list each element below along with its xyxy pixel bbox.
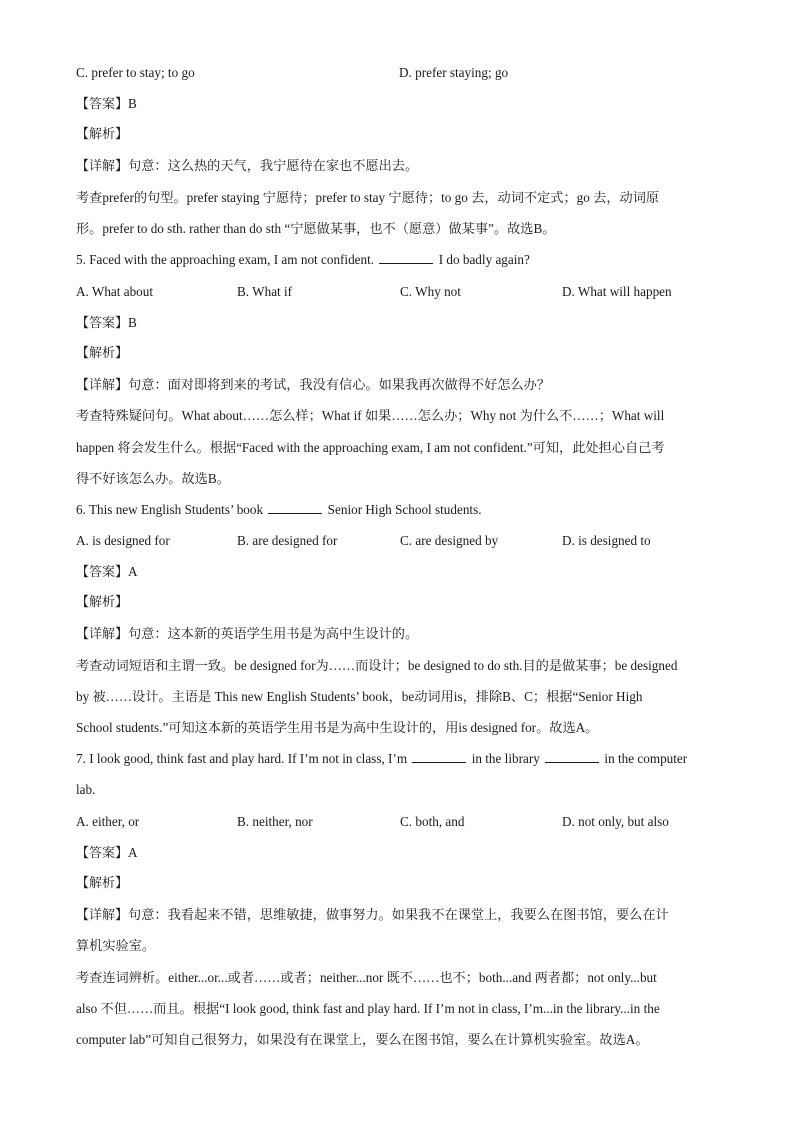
q6-detail-line-4: School students.”可知这本新的英语学生用书是为高中生设计的，用is designed for。故选A。 xyxy=(76,720,599,735)
detail-text: 句意：我看起来不错，思维敏捷，做事努力。如果我不在课堂上，我要么在图书馆，要么在计 xyxy=(128,907,669,922)
q7-stem xyxy=(76,749,687,769)
q7-stem-part-3: in the computer xyxy=(601,751,688,766)
detail-tag: 【详解】 xyxy=(76,159,129,174)
q7-option-b: B. neither, nor xyxy=(237,814,313,829)
q6-option-c: C. are designed by xyxy=(400,533,499,548)
answer-tag: 【答案】 xyxy=(76,846,129,861)
q4-detail-line-1 xyxy=(76,156,418,177)
detail-text: 句意：这本新的英语学生用书是为高中生设计的。 xyxy=(128,626,419,641)
q4-detail-line-2: 考查prefer的句型。prefer staying 宁愿待；prefer to stay 宁愿待；to go 去，动词不定式；go 去，动词原 xyxy=(76,190,660,205)
q5-option-b: B. What if xyxy=(237,284,293,299)
q6-detail-line-2: 考查动词短语和主谓一致。be designed for为……而设计；be designed to do sth.目的是做某事；be designed xyxy=(76,658,678,673)
q7-option-c: C. both, and xyxy=(400,814,465,829)
answer-value: A xyxy=(128,845,138,860)
q4-option-d: D. prefer staying; go xyxy=(399,65,509,80)
answer-value: B xyxy=(128,96,137,111)
q6-option-a: A. is designed for xyxy=(76,533,170,548)
q7-answer xyxy=(76,843,138,864)
q4-analysis-tag: 【解析】 xyxy=(76,127,129,142)
q6-stem-part-2: Senior High School students. xyxy=(324,502,482,517)
answer-tag: 【答案】 xyxy=(76,565,129,580)
q7-detail-line-4: also 不但……而且。根据“I look good, think fast and play hard. If I’m not in class, I’m...in the library...in the xyxy=(76,1001,660,1016)
answer-blank xyxy=(379,250,433,264)
q5-option-c: C. Why not xyxy=(400,284,461,299)
answer-tag: 【答案】 xyxy=(76,97,129,112)
q6-answer xyxy=(76,562,138,583)
q7-analysis-tag: 【解析】 xyxy=(76,876,129,891)
q5-stem xyxy=(76,250,530,270)
detail-text: 句意：面对即将到来的考试，我没有信心。如果我再次做得不好怎么办？ xyxy=(128,377,551,392)
q4-option-c: C. prefer to stay; to go xyxy=(76,65,195,80)
answer-blank xyxy=(412,749,466,763)
q7-detail-line-3: 考查连词辨析。either...or...或者……或者；neither...nor 既不……也不；both...and 两者都；not only...but xyxy=(76,970,657,985)
detail-tag: 【详解】 xyxy=(76,378,129,393)
q7-detail-line-1 xyxy=(76,905,669,926)
q6-detail-line-3: by 被……设计。主语是 This new English Students’ book，be动词用is，排除B、C；根据“Senior High xyxy=(76,689,643,704)
q6-stem xyxy=(76,500,482,520)
answer-blank xyxy=(545,749,599,763)
answer-value: B xyxy=(128,315,137,330)
q4-answer xyxy=(76,94,137,115)
q5-stem-part-2: I do badly again? xyxy=(435,252,530,267)
q5-option-a: A. What about xyxy=(76,284,154,299)
q5-option-d: D. What will happen xyxy=(562,284,672,299)
detail-tag: 【详解】 xyxy=(76,627,129,642)
q5-analysis-tag: 【解析】 xyxy=(76,346,129,361)
q5-detail-line-4: 得不好该怎么办。故选B。 xyxy=(76,471,230,486)
q7-stem-line-2: lab. xyxy=(76,782,96,797)
q6-option-b: B. are designed for xyxy=(237,533,338,548)
q7-stem-part-1: 7. I look good, think fast and play hard. If I’m not in class, I’m xyxy=(76,751,411,766)
q6-detail-line-1 xyxy=(76,624,418,645)
q7-stem-part-2: in the library xyxy=(468,751,544,766)
q5-stem-part-1: 5. Faced with the approaching exam, I am not confident. xyxy=(76,252,378,267)
q7-detail-line-5: computer lab”可知自己很努力，如果没有在课堂上，要么在图书馆，要么在计算机实验室。故选A。 xyxy=(76,1032,649,1047)
detail-tag: 【详解】 xyxy=(76,908,129,923)
detail-text: 句意：这么热的天气，我宁愿待在家也不愿出去。 xyxy=(128,158,419,173)
q7-detail-line-2: 算机实验室。 xyxy=(76,938,156,953)
q5-detail-line-2: 考查特殊疑问句。What about……怎么样；What if 如果……怎么办；Why not 为什么不……；What will xyxy=(76,408,665,423)
q6-option-d: D. is designed to xyxy=(562,533,651,548)
answer-tag: 【答案】 xyxy=(76,316,129,331)
q7-option-a: A. either, or xyxy=(76,814,140,829)
q5-answer xyxy=(76,313,137,334)
q6-analysis-tag: 【解析】 xyxy=(76,595,129,610)
q5-detail-line-3: happen 将会发生什么。根据“Faced with the approaching exam, I am not confident.”可知，此处担心自己考 xyxy=(76,440,665,455)
q5-detail-line-1 xyxy=(76,375,550,396)
q7-option-d: D. not only, but also xyxy=(562,814,669,829)
answer-blank xyxy=(268,500,322,514)
answer-value: A xyxy=(128,564,138,579)
q4-detail-line-3: 形。prefer to do sth. rather than do sth “宁愿做某事，也不（愿意）做某事”。故选B。 xyxy=(76,221,556,236)
q6-stem-part-1: 6. This new English Students’ book xyxy=(76,502,267,517)
